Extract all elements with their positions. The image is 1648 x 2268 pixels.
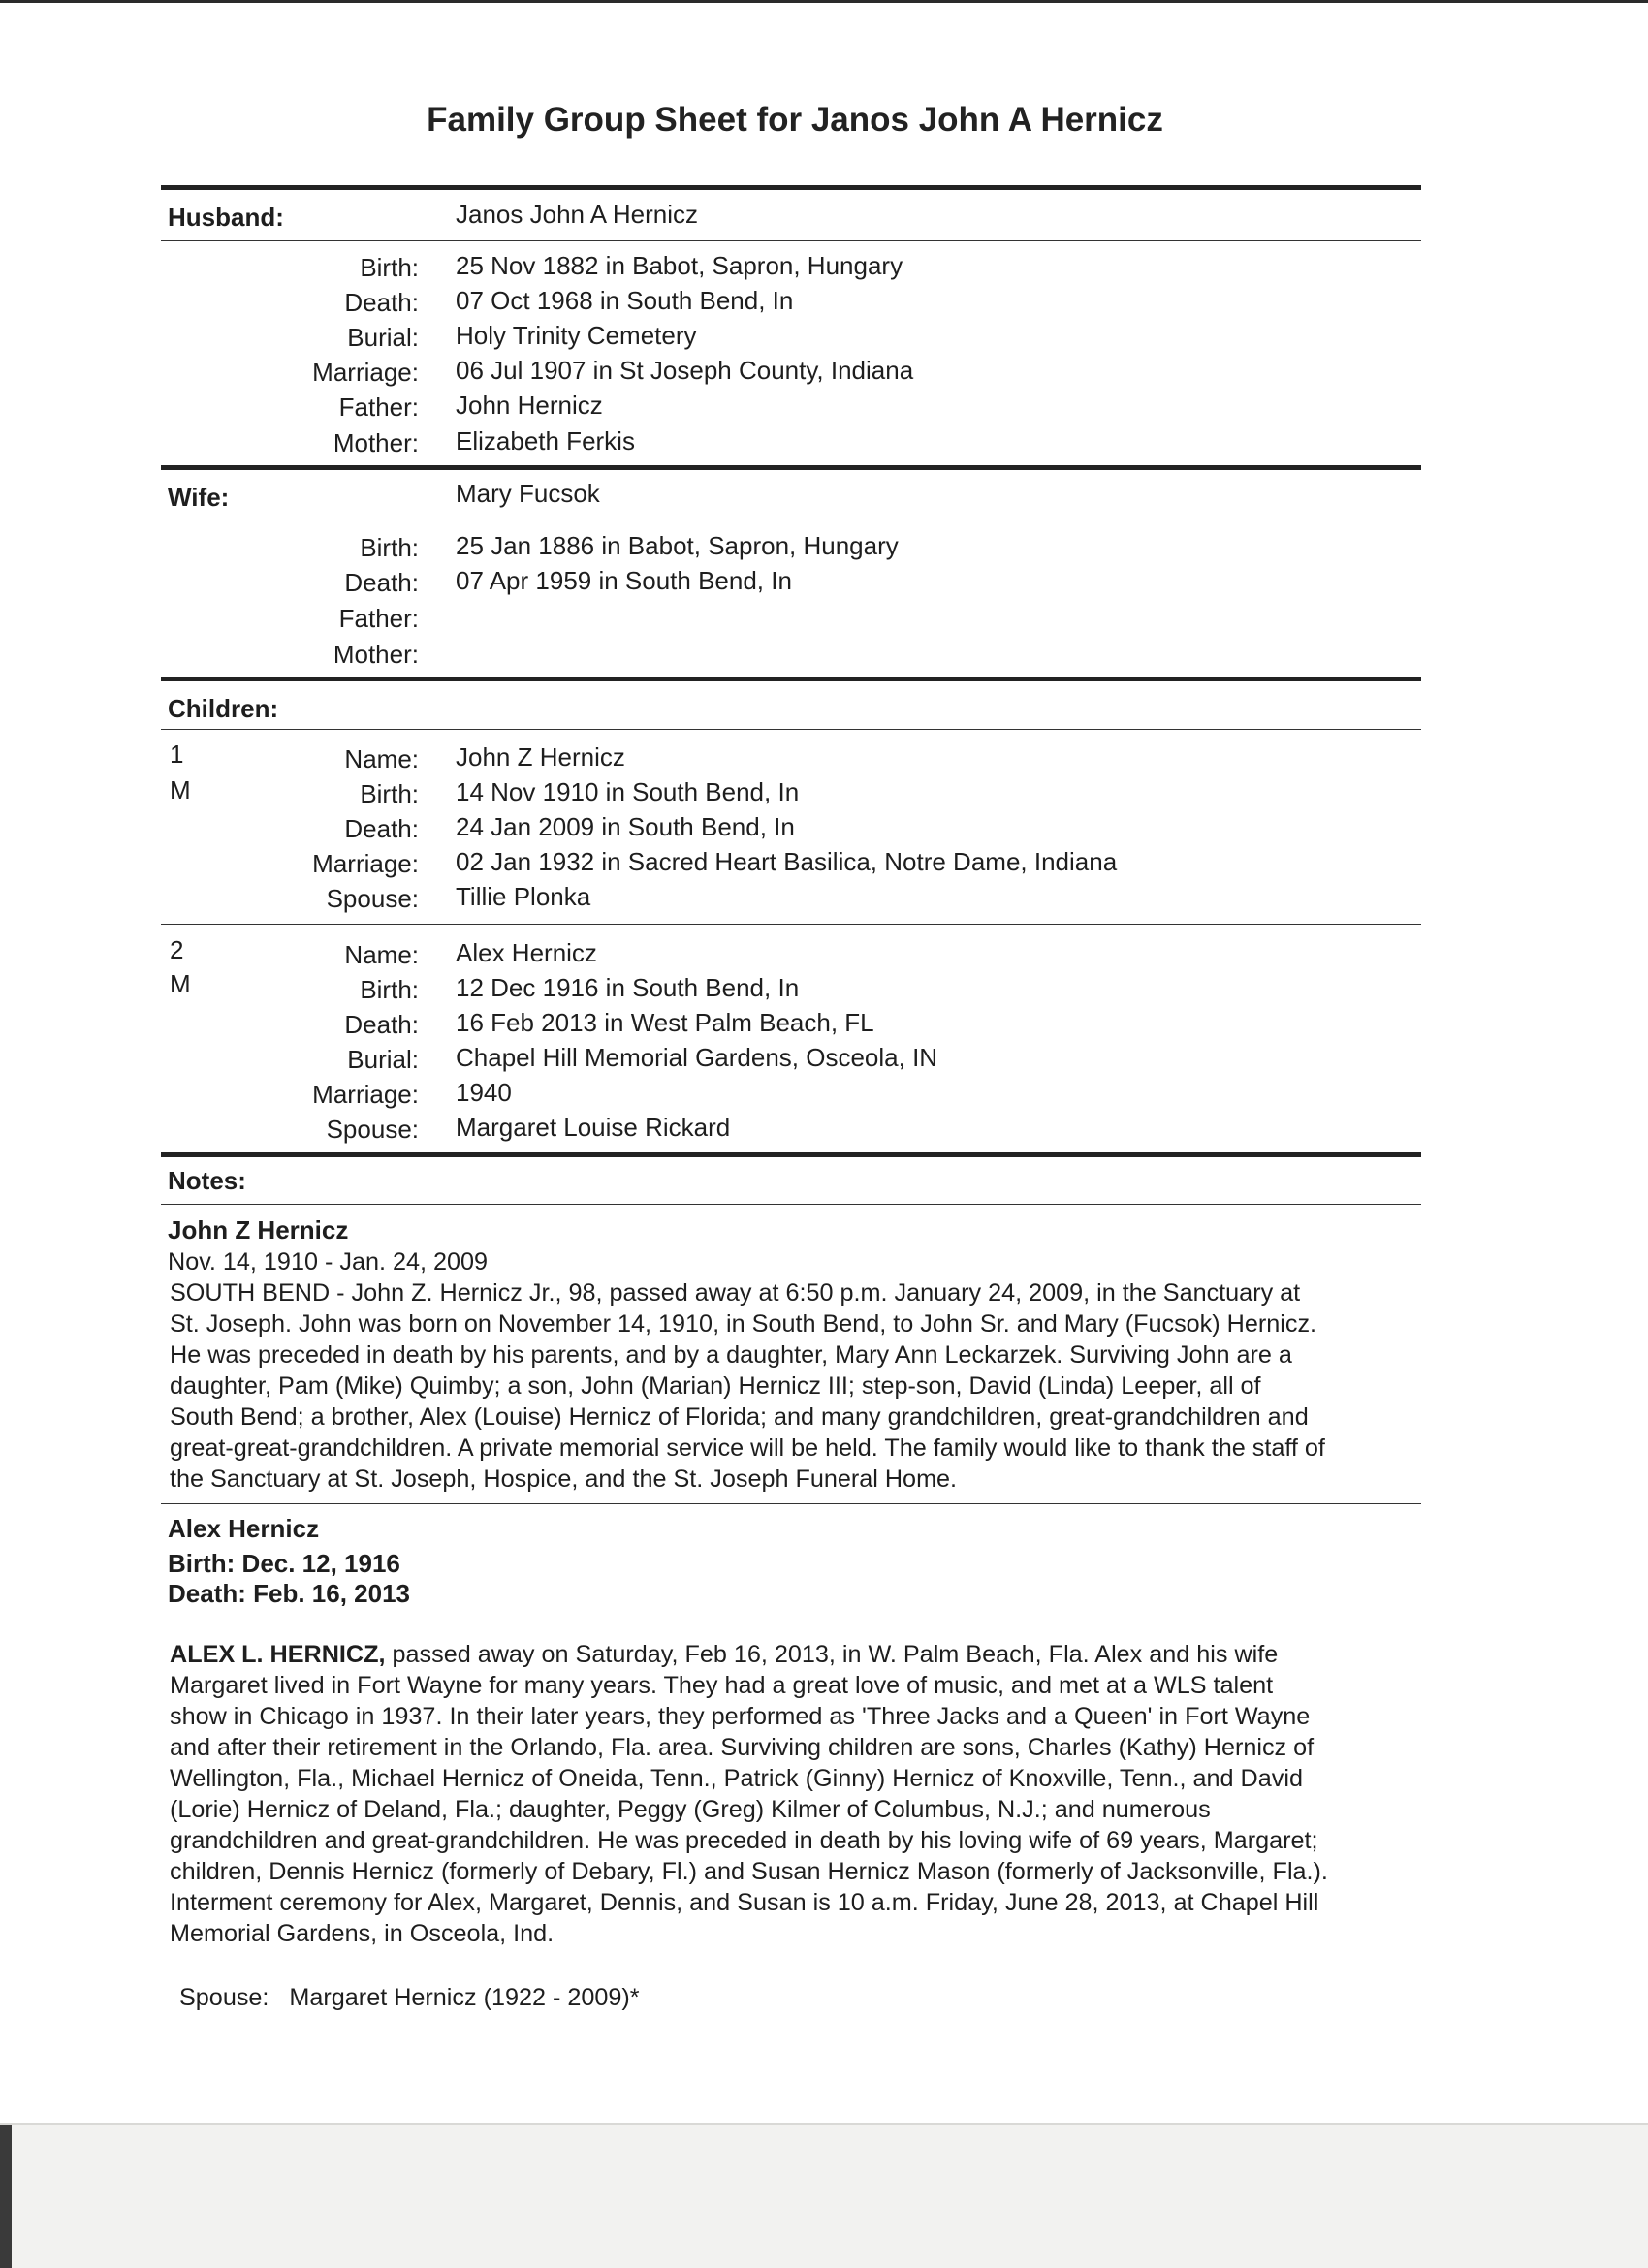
note-line: great-great-grandchildren. A private memorial service will be held. The family would like to thank the staff of	[170, 1434, 1325, 1462]
note-alex-spouse: Spouse: Margaret Hernicz (1922 - 2009)*	[179, 1984, 640, 2011]
child-2-marriage-value: 1940	[456, 1078, 512, 1107]
husband-name: Janos John A Hernicz	[456, 200, 699, 229]
wife-death-value: 07 Apr 1959 in South Bend, In	[456, 566, 792, 595]
note-line: Wellington, Fla., Michael Hernicz of Oneida, Tenn., Patrick (Ginny) Hernicz of Knoxville, Tenn., and David	[170, 1765, 1303, 1792]
note-line	[170, 1639, 1435, 1670]
note-line: daughter, Pam (Mike) Quimby; a son, John (Marian) Hernicz III; step-son, David (Linda) Leeper, all of	[170, 1372, 1261, 1400]
note-line: He was preceded in death by his parents, and by a daughter, Mary Ann Leckarzek. Surviving John are a	[170, 1341, 1292, 1369]
note-line: the Sanctuary at St. Joseph, Hospice, and the St. Joseph Funeral Home.	[170, 1465, 958, 1493]
child-2-spouse-value: Margaret Louise Rickard	[456, 1113, 731, 1142]
scan-bottom-margin	[0, 2123, 1648, 2268]
page-title: Family Group Sheet for Janos John A Hernicz	[427, 101, 1163, 139]
child-2-birth-label: Birth:	[360, 975, 419, 1004]
child-1-birth-value: 14 Nov 1910 in South Bend, In	[456, 777, 800, 806]
wife-label: Wife:	[168, 483, 230, 512]
note-alex-body	[170, 1639, 1435, 1949]
note-line: grandchildren and great-grandchildren. He was preceded in death by his loving wife of 69 years, Margaret;	[170, 1827, 1318, 1854]
note-line: show in Chicago in 1937. In their later years, they performed as 'Three Jacks and a Queen' in Fort Wayne	[170, 1703, 1311, 1730]
husband-birth-value: 25 Nov 1882 in Babot, Sapron, Hungary	[456, 251, 903, 280]
notes-separator	[161, 1503, 1421, 1504]
child-2-burial-label: Burial:	[347, 1045, 419, 1074]
children-divider	[161, 729, 1421, 730]
husband-burial-value: Holy Trinity Cemetery	[456, 321, 697, 350]
note-alex-birth: Birth: Dec. 12, 1916	[168, 1549, 400, 1578]
husband-father-value: John Hernicz	[456, 391, 603, 420]
notes-label: Notes:	[168, 1166, 246, 1195]
child-2-marriage-label: Marriage:	[312, 1080, 419, 1109]
wife-birth-label: Birth:	[360, 533, 419, 562]
husband-marriage-value: 06 Jul 1907 in St Joseph County, Indiana	[456, 356, 914, 385]
child-1-name-label: Name:	[344, 744, 419, 773]
husband-marriage-label: Marriage:	[312, 358, 419, 387]
note-john-body	[170, 1277, 1435, 1495]
note-line: Interment ceremony for Alex, Margaret, Dennis, and Susan is 10 a.m. Friday, June 28, 2013, at Chapel Hill	[170, 1889, 1319, 1916]
note-line: (Lorie) Hernicz of Deland, Fla.; daughter, Peggy (Greg) Kilmer of Columbus, N.J.; and numerous	[170, 1796, 1211, 1823]
notes-divider	[161, 1204, 1421, 1205]
note-john-heading: John Z Hernicz	[168, 1215, 349, 1244]
child-sex: M	[170, 969, 191, 998]
child-2-spouse-label: Spouse:	[326, 1115, 419, 1144]
husband-divider	[161, 240, 1421, 241]
note-line: SOUTH BEND - John Z. Hernicz Jr., 98, passed away at 6:50 p.m. January 24, 2009, in the Sanctuary at	[170, 1279, 1301, 1307]
husband-death-label: Death:	[344, 288, 419, 317]
wife-death-label: Death:	[344, 568, 419, 597]
obituary-first-line: passed away on Saturday, Feb 16, 2013, in W. Palm Beach, Fla. Alex and his wife	[385, 1641, 1279, 1668]
wife-birth-value: 25 Jan 1886 in Babot, Sapron, Hungary	[456, 531, 899, 560]
wife-mother-label: Mother:	[333, 640, 419, 669]
husband-father-label: Father:	[338, 393, 419, 422]
husband-label: Husband:	[168, 203, 284, 232]
child-1-spouse-label: Spouse:	[326, 884, 419, 913]
wife-father-label: Father:	[338, 604, 419, 633]
note-alex-heading: Alex Hernicz	[168, 1514, 320, 1543]
child-2-name-label: Name:	[344, 940, 419, 969]
note-line: Memorial Gardens, in Osceola, Ind.	[170, 1920, 555, 1947]
wife-rule	[161, 465, 1421, 470]
husband-rule	[161, 185, 1421, 190]
husband-birth-label: Birth:	[360, 253, 419, 282]
child-1-spouse-value: Tillie Plonka	[456, 882, 591, 911]
note-line: children, Dennis Hernicz (formerly of Debary, Fl.) and Susan Hernicz Mason (formerly of Jacksonville, Fla.).	[170, 1858, 1328, 1885]
husband-mother-label: Mother:	[333, 428, 419, 457]
note-line: Margaret lived in Fort Wayne for many years. They had a great love of music, and met at a WLS talent	[170, 1672, 1274, 1699]
child-divider	[161, 924, 1421, 925]
children-label: Children:	[168, 694, 279, 723]
husband-burial-label: Burial:	[347, 323, 419, 352]
child-sex: M	[170, 775, 191, 804]
child-2-birth-value: 12 Dec 1916 in South Bend, In	[456, 973, 800, 1002]
wife-name: Mary Fucsok	[456, 479, 600, 508]
child-number: 2	[170, 935, 184, 964]
child-2-name-value: Alex Hernicz	[456, 938, 597, 967]
child-1-name-value: John Z Hernicz	[456, 742, 625, 772]
child-1-death-label: Death:	[344, 814, 419, 843]
child-2-death-value: 16 Feb 2013 in West Palm Beach, FL	[456, 1008, 874, 1037]
obituary-lead: ALEX L. HERNICZ,	[170, 1641, 386, 1668]
note-line: and after their retirement in the Orlando, Fla. area. Surviving children are sons, Charles (Kathy) Hernicz of	[170, 1734, 1315, 1761]
child-1-marriage-value: 02 Jan 1932 in Sacred Heart Basilica, Notre Dame, Indiana	[456, 847, 1118, 876]
note-line: South Bend; a brother, Alex (Louise) Hernicz of Florida; and many grandchildren, great-grandchildren and	[170, 1403, 1309, 1431]
child-number: 1	[170, 740, 184, 769]
notes-rule	[161, 1152, 1421, 1157]
note-alex-death: Death: Feb. 16, 2013	[168, 1579, 410, 1608]
husband-death-value: 07 Oct 1968 in South Bend, In	[456, 286, 794, 315]
scan-left-edge	[0, 2125, 12, 2268]
child-1-birth-label: Birth:	[360, 779, 419, 808]
child-2-burial-value: Chapel Hill Memorial Gardens, Osceola, IN	[456, 1043, 938, 1072]
children-rule	[161, 677, 1421, 681]
husband-mother-value: Elizabeth Ferkis	[456, 426, 635, 456]
note-line: St. Joseph. John was born on November 14, 1910, in South Bend, to John Sr. and Mary (Fucsok) Hernicz.	[170, 1310, 1317, 1338]
scan-top-edge	[0, 0, 1648, 3]
child-1-death-value: 24 Jan 2009 in South Bend, In	[456, 812, 795, 841]
child-2-death-label: Death:	[344, 1010, 419, 1039]
child-1-marriage-label: Marriage:	[312, 849, 419, 878]
note-john-dates: Nov. 14, 1910 - Jan. 24, 2009	[168, 1248, 488, 1276]
